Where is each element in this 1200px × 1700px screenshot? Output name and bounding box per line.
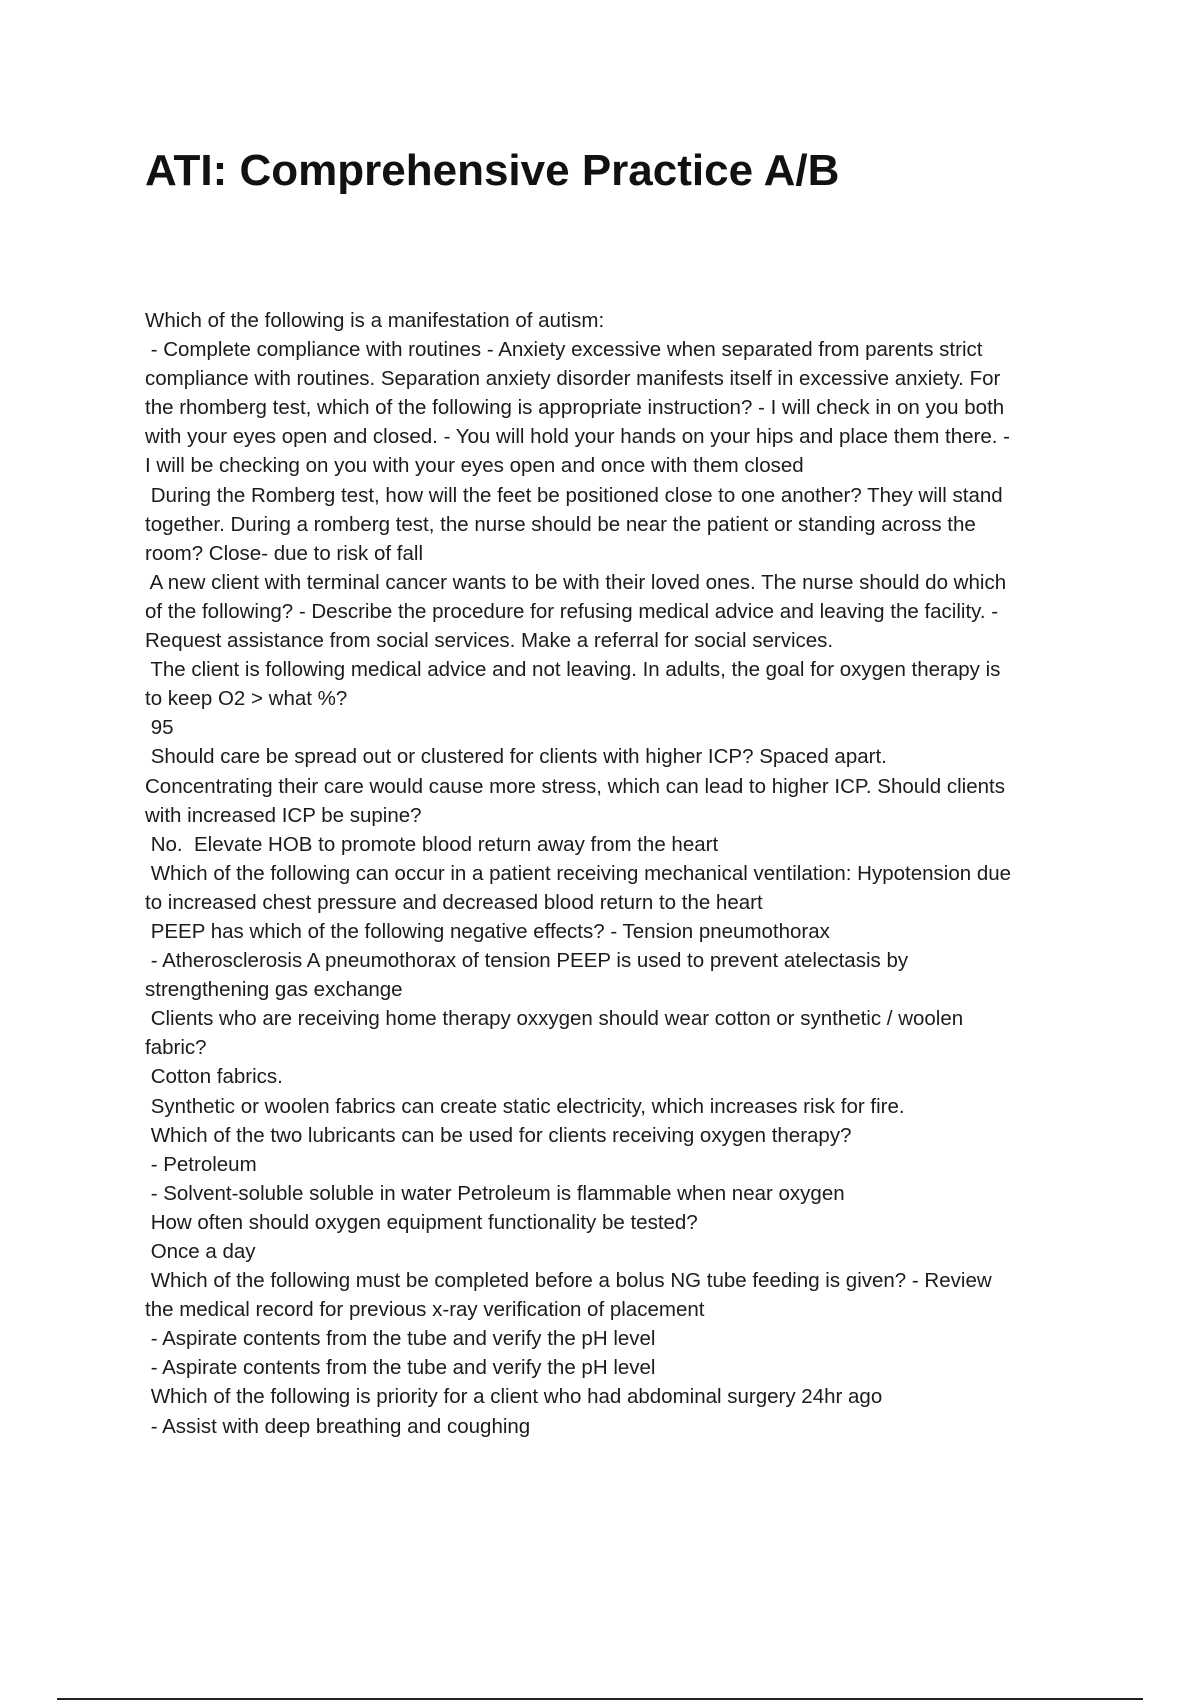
- body-line: Which of the following is priority for a client who had abdominal surgery 24hr ago: [145, 1385, 883, 1409]
- body-line: - Petroleum: [145, 1152, 257, 1176]
- document-body: [145, 306, 1085, 1441]
- body-line: to increased chest pressure and decreased blood return to the heart: [145, 890, 763, 914]
- body-line: Synthetic or woolen fabrics can create static electricity, which increases risk for fire.: [145, 1094, 905, 1118]
- body-line: strengthening gas exchange: [145, 978, 403, 1002]
- body-line: with increased ICP be supine?: [145, 803, 422, 827]
- body-line: Clients who are receiving home therapy oxxygen should wear cotton or synthetic / woolen: [145, 1007, 964, 1031]
- body-line: Which of the following is a manifestation of autism:: [145, 309, 605, 332]
- body-line: During the Romberg test, how will the feet be positioned close to one another? They will stand: [145, 483, 1003, 507]
- body-line: Cotton fabrics.: [145, 1065, 283, 1089]
- body-line: - Aspirate contents from the tube and verify the pH level: [145, 1356, 656, 1380]
- body-line: Concentrating their care would cause more stress, which can lead to higher ICP. Should clients: [145, 774, 1005, 798]
- body-line: PEEP has which of the following negative effects? - Tension pneumothorax: [145, 919, 830, 943]
- body-line: with your eyes open and closed. - You will hold your hands on your hips and place them there. -: [145, 425, 1010, 449]
- body-line: of the following? - Describe the procedure for refusing medical advice and leaving the facility. -: [145, 599, 999, 623]
- body-line: the rhomberg test, which of the following is appropriate instruction? - I will check in on you both: [145, 396, 1005, 420]
- body-line: - Aspirate contents from the tube and verify the pH level: [145, 1327, 656, 1351]
- body-line: Which of the following can occur in a patient receiving mechanical ventilation: Hypotension due: [145, 861, 1012, 885]
- body-line: fabric?: [145, 1036, 207, 1060]
- document-title: ATI: Comprehensive Practice A/B: [145, 146, 840, 195]
- body-line: the medical record for previous x-ray verification of placement: [145, 1298, 705, 1322]
- body-line: compliance with routines. Separation anxiety disorder manifests itself in excessive anxiety. For: [145, 367, 1001, 391]
- body-line: Request assistance from social services. Make a referral for social services.: [145, 629, 834, 653]
- body-line: room? Close- due to risk of fall: [145, 541, 424, 565]
- body-line: Once a day: [145, 1240, 256, 1263]
- body-line: - Atherosclerosis A pneumothorax of tension PEEP is used to prevent atelectasis by: [145, 949, 909, 973]
- body-line: A new client with terminal cancer wants to be with their loved ones. The nurse should do which: [145, 570, 1007, 594]
- body-line: Which of the two lubricants can be used for clients receiving oxygen therapy?: [145, 1123, 852, 1147]
- body-line: No. Elevate HOB to promote blood return away from the heart: [145, 832, 719, 856]
- body-line: Which of the following must be completed before a bolus NG tube feeding is given? - Review: [145, 1269, 992, 1293]
- body-line: together. During a romberg test, the nurse should be near the patient or standing across the: [145, 512, 976, 536]
- body-line: - Solvent-soluble soluble in water Petroleum is flammable when near oxygen: [145, 1181, 845, 1205]
- body-line: - Complete compliance with routines - Anxiety excessive when separated from parents strict: [145, 338, 983, 362]
- body-line: 95: [145, 716, 174, 740]
- body-line: - Assist with deep breathing and coughing: [145, 1414, 531, 1438]
- body-line: How often should oxygen equipment functionality be tested?: [145, 1210, 698, 1234]
- body-line: The client is following medical advice and not leaving. In adults, the goal for oxygen therapy is: [145, 658, 1001, 682]
- body-line: Should care be spread out or clustered for clients with higher ICP? Spaced apart.: [145, 745, 887, 769]
- body-line: to keep O2 > what %?: [145, 687, 348, 711]
- body-line: I will be checking on you with your eyes open and once with them closed: [145, 454, 804, 478]
